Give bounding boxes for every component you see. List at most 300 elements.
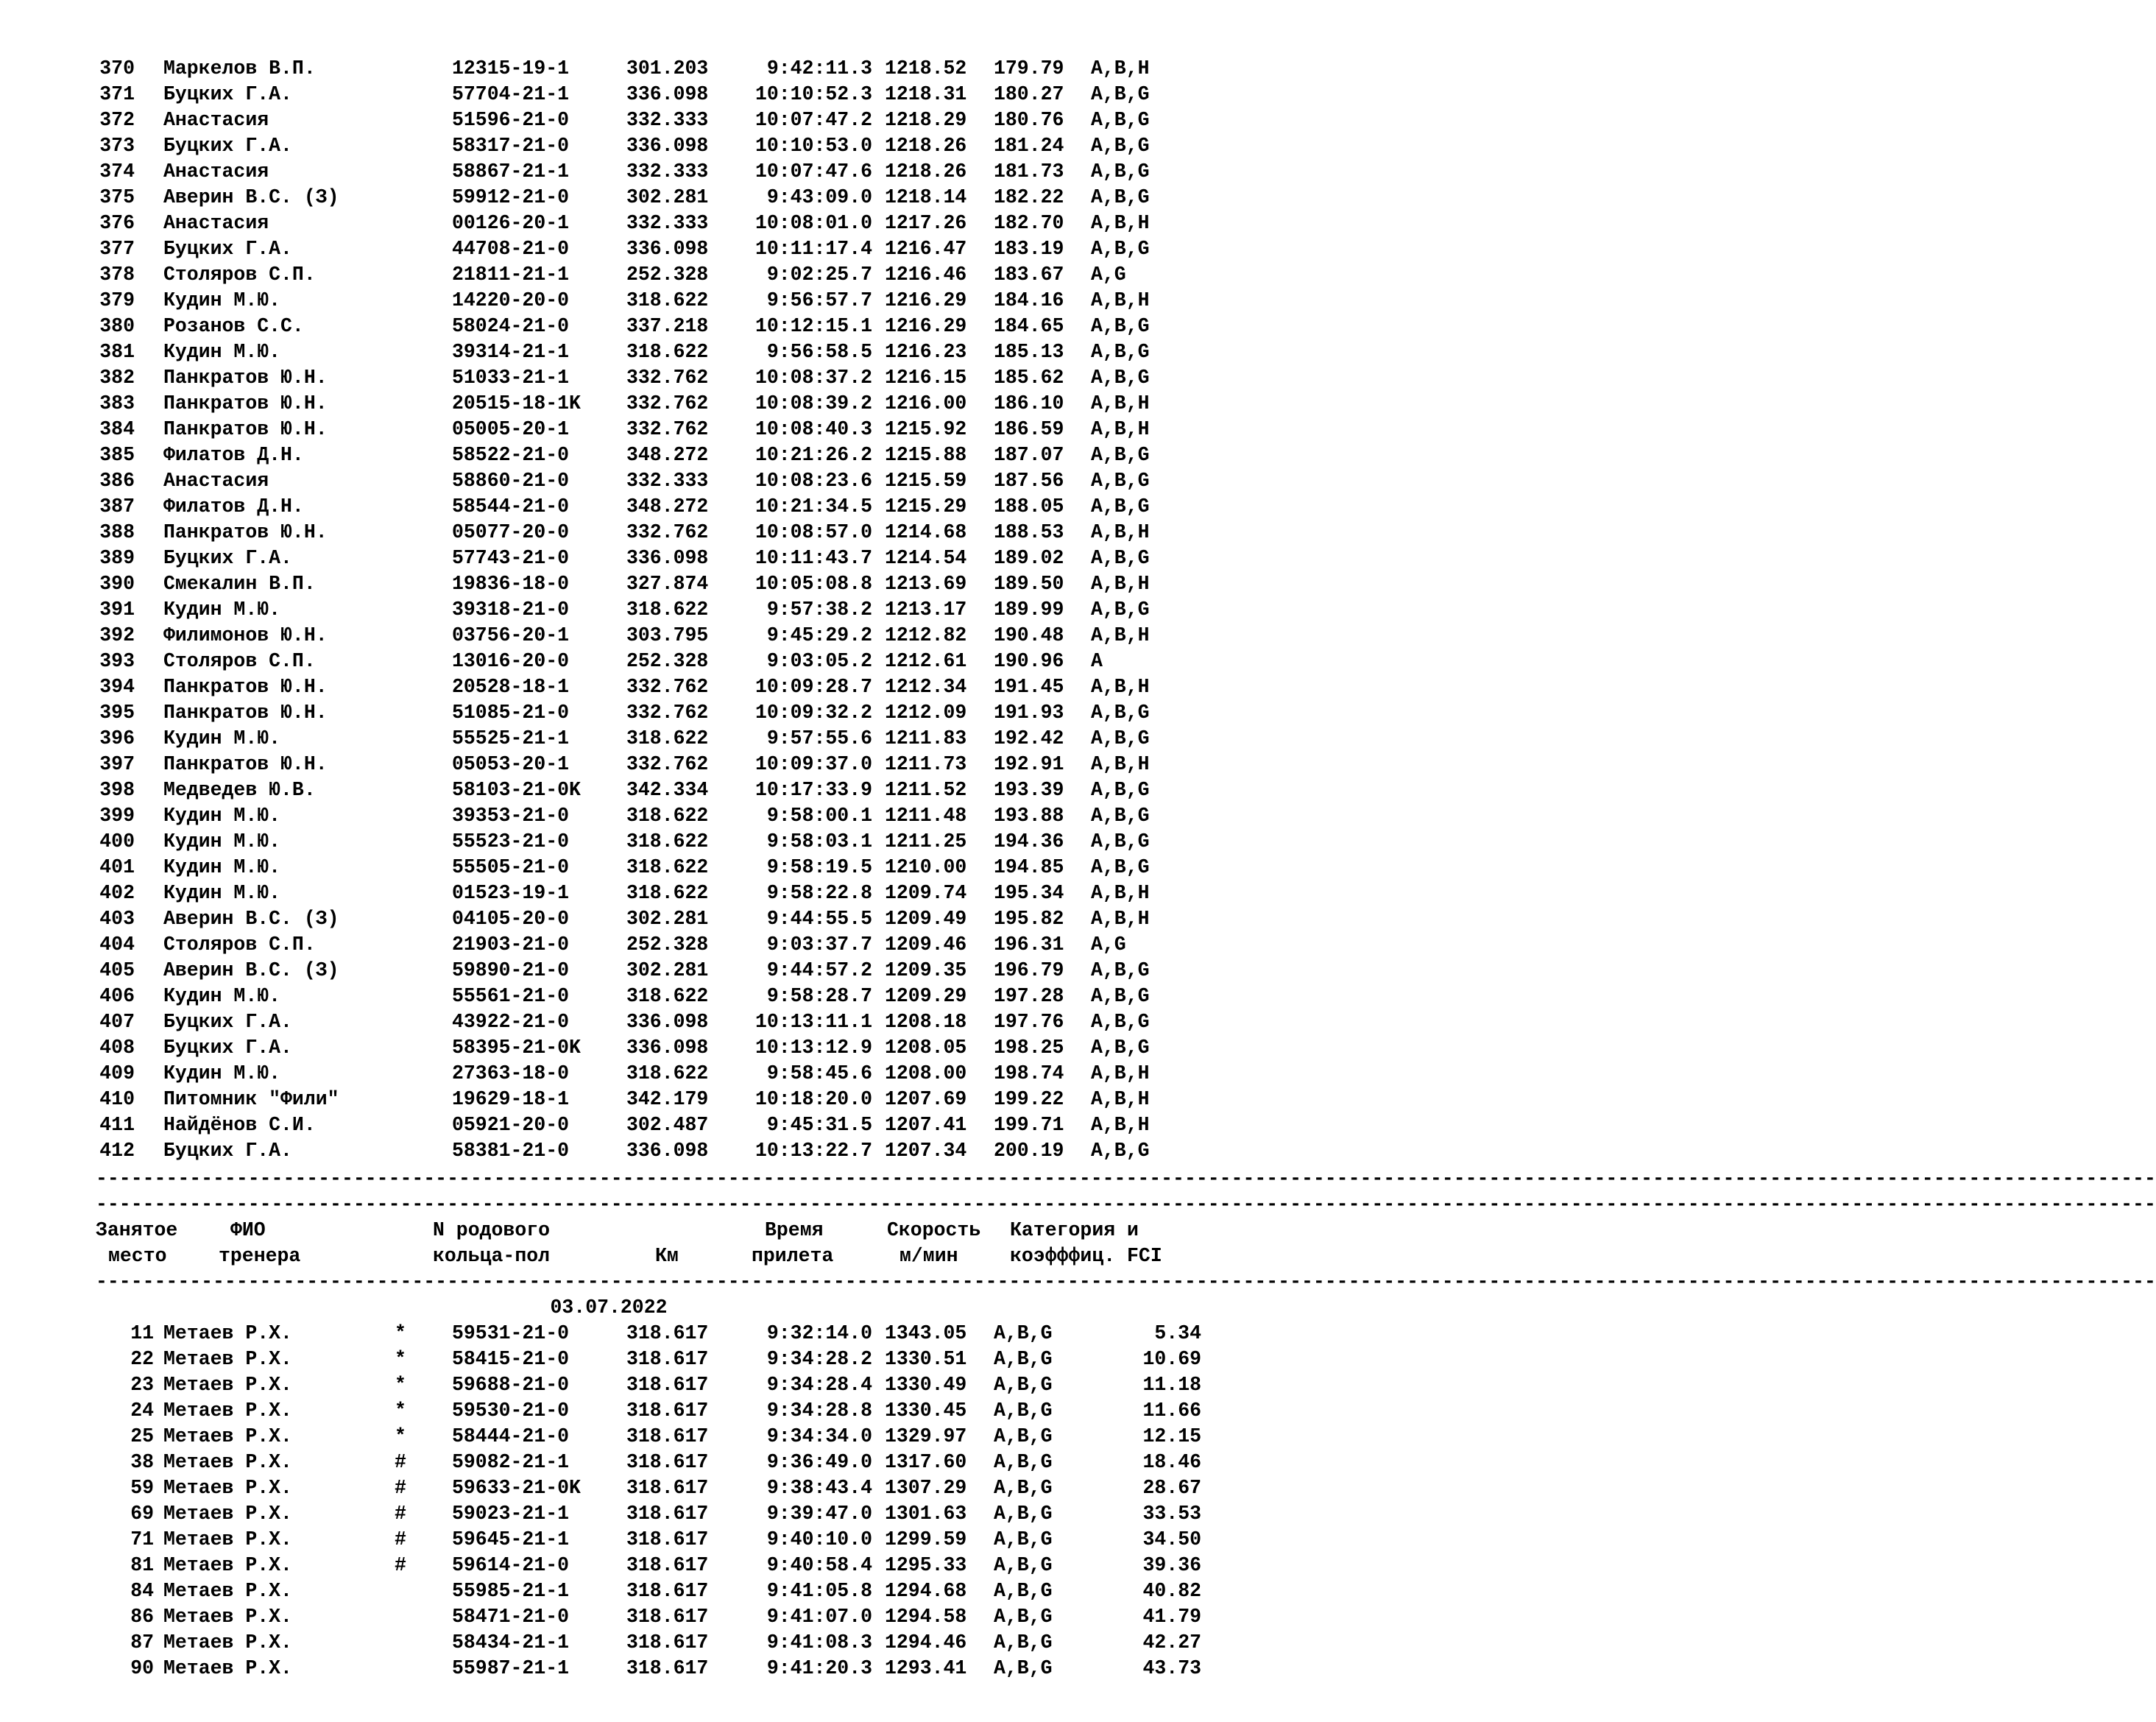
ring-cell: 58444-21-0 [452,1425,570,1447]
table-row [0,442,1217,468]
speed-cell: 1208.00 [885,1062,967,1084]
place-cell: 384 [99,418,135,440]
fancier-cell: Аверин В.С. (З) [163,959,339,981]
speed-cell: 1210.00 [885,856,967,878]
table-row [0,468,1217,494]
table-row [0,1061,1217,1087]
arrival-time-cell: 10:08:39.2 [754,392,872,414]
coefficient-cell: 197.76 [994,1011,1064,1033]
distance-cell: 318.622 [626,1062,709,1084]
arrival-time-cell: 10:10:52.3 [754,83,872,105]
coefficient-cell: 10.69 [1142,1348,1201,1370]
place-cell: 377 [99,238,135,260]
coefficient-cell: 181.73 [994,160,1064,183]
arrival-time-cell: 10:21:26.2 [754,444,872,466]
place-cell: 407 [99,1011,135,1033]
arrival-time-cell: 9:58:19.5 [766,856,872,878]
table-row [0,546,1217,571]
distance-cell: 318.617 [626,1580,709,1602]
place-cell: 389 [99,547,135,569]
fancier-cell: Буцких Г.А. [163,135,292,157]
arrival-time-cell: 10:09:28.7 [754,676,872,698]
table-row [0,494,1217,520]
ring-cell: 13016-20-0 [452,650,570,672]
ring-cell: 59531-21-0 [452,1322,570,1344]
ring-cell: 55523-21-0 [452,830,570,853]
coefficient-cell: 196.31 [994,934,1064,956]
fancier-cell: Кудин М.Ю. [163,856,281,878]
fancier-cell: Метаев Р.Х. [163,1425,292,1447]
distance-cell: 318.617 [626,1606,709,1628]
speed-cell: 1216.47 [885,238,967,260]
fancier-cell: Метаев Р.Х. [163,1631,292,1654]
arrival-time-cell: 9:41:07.0 [766,1606,872,1628]
place-cell: 382 [99,367,135,389]
place-cell: 87 [130,1631,154,1654]
coefficient-cell: 185.13 [994,341,1064,363]
place-cell: 396 [99,727,135,749]
category-cell: A,B,G [1091,1140,1150,1162]
ring-cell: 55561-21-0 [452,985,570,1007]
place-cell: 398 [99,779,135,801]
fancier-cell: Медведев Ю.В. [163,779,316,801]
fancier-cell: Метаев Р.Х. [163,1400,292,1422]
ring-cell: 58434-21-1 [452,1631,570,1654]
speed-cell: 1217.26 [885,212,967,234]
distance-cell: 302.281 [626,908,709,930]
ring-cell: 59082-21-1 [452,1451,570,1473]
coefficient-cell: 187.56 [994,470,1064,492]
category-cell: A,B,G [994,1451,1053,1473]
header-place: место [108,1245,167,1267]
fancier-cell: Столяров С.П. [163,264,316,286]
place-cell: 59 [130,1477,154,1499]
coefficient-cell: 39.36 [1142,1554,1201,1576]
ring-cell: 05921-20-0 [452,1114,570,1136]
distance-cell: 336.098 [626,1140,709,1162]
distance-cell: 336.098 [626,135,709,157]
coefficient-cell: 192.91 [994,753,1064,775]
fancier-cell: Столяров С.П. [163,934,316,956]
table-row [0,1424,1217,1450]
table-row [0,674,1217,700]
place-cell: 406 [99,985,135,1007]
speed-cell: 1216.29 [885,289,967,311]
coefficient-cell: 189.50 [994,573,1064,595]
table-row [0,211,1217,236]
coefficient-cell: 199.71 [994,1114,1064,1136]
coefficient-cell: 191.93 [994,702,1064,724]
ring-cell: 58381-21-0 [452,1140,570,1162]
coefficient-cell: 187.07 [994,444,1064,466]
coefficient-cell: 179.79 [994,57,1064,80]
place-cell: 403 [99,908,135,930]
place-cell: 405 [99,959,135,981]
fancier-cell: Буцких Г.А. [163,1037,292,1059]
fancier-cell: Кудин М.Ю. [163,289,281,311]
speed-cell: 1218.52 [885,57,967,80]
table-row [0,1527,1217,1553]
ring-cell: 51596-21-0 [452,109,570,131]
distance-cell: 318.617 [626,1657,709,1679]
ring-cell: 05053-20-1 [452,753,570,775]
fancier-cell: Метаев Р.Х. [163,1374,292,1396]
place-cell: 390 [99,573,135,595]
category-cell: A,B,H [1091,882,1150,904]
table-row [0,365,1217,391]
coefficient-cell: 195.82 [994,908,1064,930]
header-ring: N родового [433,1219,551,1241]
arrival-time-cell: 9:32:14.0 [766,1322,872,1344]
table-row [0,339,1217,365]
category-cell: A,B,H [1091,57,1150,80]
category-cell: A,B,G [1091,470,1150,492]
coefficient-cell: 182.22 [994,186,1064,208]
category-cell: A,B,G [994,1322,1053,1344]
table-row [0,855,1217,881]
arrival-time-cell: 9:38:43.4 [766,1477,872,1499]
ring-cell: 01523-19-1 [452,882,570,904]
place-cell: 38 [130,1451,154,1473]
category-cell: A,B,G [994,1580,1053,1602]
distance-cell: 318.617 [626,1400,709,1422]
table-row [0,1656,1217,1682]
place-cell: 374 [99,160,135,183]
fancier-cell: Маркелов В.П. [163,57,316,80]
arrival-time-cell: 9:34:28.2 [766,1348,872,1370]
fancier-cell: Филатов Д.Н. [163,444,304,466]
fancier-cell: Анастасия [163,109,269,131]
place-cell: 393 [99,650,135,672]
distance-cell: 318.622 [626,805,709,827]
place-cell: 381 [99,341,135,363]
arrival-time-cell: 10:11:43.7 [754,547,872,569]
table-row [0,1009,1217,1035]
distance-cell: 318.622 [626,341,709,363]
category-cell: A,B,H [1091,392,1150,414]
table-row [0,82,1217,107]
separator-line: -------------------------------------------------------------------------------------------------------------------------------------------------------------------------------- [96,1168,2156,1190]
fancier-cell: Аверин В.С. (З) [163,186,339,208]
table-row [0,752,1217,777]
table-row [0,391,1217,417]
mark-cell: * [395,1425,406,1447]
ring-cell: 21811-21-1 [452,264,570,286]
arrival-time-cell: 9:56:57.7 [766,289,872,311]
coefficient-cell: 198.25 [994,1037,1064,1059]
arrival-time-cell: 10:10:53.0 [754,135,872,157]
arrival-time-cell: 9:58:22.8 [766,882,872,904]
fancier-cell: Панкратов Ю.Н. [163,367,328,389]
speed-cell: 1330.51 [885,1348,967,1370]
category-cell: A,B,G [1091,135,1150,157]
table-row [0,571,1217,597]
arrival-time-cell: 9:44:57.2 [766,959,872,981]
mark-cell: * [395,1322,406,1344]
header-name: ФИО [230,1219,266,1241]
coefficient-cell: 190.48 [994,624,1064,646]
fancier-cell: Панкратов Ю.Н. [163,676,328,698]
arrival-time-cell: 10:11:17.4 [754,238,872,260]
place-cell: 86 [130,1606,154,1628]
speed-cell: 1215.29 [885,495,967,518]
table-row [0,1112,1217,1138]
table-row [0,1035,1217,1061]
place-cell: 372 [99,109,135,131]
speed-cell: 1301.63 [885,1503,967,1525]
table-row [0,236,1217,262]
coefficient-cell: 195.34 [994,882,1064,904]
ring-cell: 58522-21-0 [452,444,570,466]
fancier-cell: Найдёнов С.И. [163,1114,316,1136]
place-cell: 391 [99,599,135,621]
place-cell: 411 [99,1114,135,1136]
place-cell: 383 [99,392,135,414]
place-cell: 404 [99,934,135,956]
place-cell: 392 [99,624,135,646]
distance-cell: 336.098 [626,547,709,569]
coefficient-cell: 41.79 [1142,1606,1201,1628]
distance-cell: 332.333 [626,470,709,492]
ring-cell: 58103-21-0K [452,779,581,801]
category-cell: A,B,G [1091,238,1150,260]
speed-cell: 1214.68 [885,521,967,543]
arrival-time-cell: 9:56:58.5 [766,341,872,363]
fancier-cell: Кудин М.Ю. [163,727,281,749]
ring-cell: 57704-21-1 [452,83,570,105]
coefficient-cell: 188.53 [994,521,1064,543]
fancier-cell: Анастасия [163,470,269,492]
coefficient-cell: 33.53 [1142,1503,1201,1525]
distance-cell: 318.622 [626,830,709,853]
arrival-time-cell: 9:42:11.3 [766,57,872,80]
ring-cell: 55987-21-1 [452,1657,570,1679]
fancier-cell: Анастасия [163,212,269,234]
speed-cell: 1209.35 [885,959,967,981]
place-cell: 399 [99,805,135,827]
table-row [0,1553,1217,1578]
place-cell: 22 [130,1348,154,1370]
category-cell: A,B,G [994,1400,1053,1422]
arrival-time-cell: 10:08:23.6 [754,470,872,492]
table-row [0,262,1217,288]
category-cell: A,B,G [1091,702,1150,724]
fancier-cell: Кудин М.Ю. [163,882,281,904]
coefficient-cell: 184.16 [994,289,1064,311]
ring-cell: 20515-18-1K [452,392,581,414]
fancier-cell: Буцких Г.А. [163,83,292,105]
speed-cell: 1209.49 [885,908,967,930]
mark-cell: # [395,1477,406,1499]
distance-cell: 302.281 [626,959,709,981]
distance-cell: 332.762 [626,702,709,724]
fancier-cell: Кудин М.Ю. [163,805,281,827]
coefficient-cell: 191.45 [994,676,1064,698]
place-cell: 379 [99,289,135,311]
arrival-time-cell: 9:45:29.2 [766,624,872,646]
category-cell: A,B,G [1091,805,1150,827]
fancier-cell: Филатов Д.Н. [163,495,304,518]
coefficient-cell: 194.85 [994,856,1064,878]
ring-cell: 43922-21-0 [452,1011,570,1033]
ring-cell: 59912-21-0 [452,186,570,208]
arrival-time-cell: 9:02:25.7 [766,264,872,286]
fancier-cell: Кудин М.Ю. [163,341,281,363]
distance-cell: 327.874 [626,573,709,595]
distance-cell: 318.617 [626,1451,709,1473]
table-row [0,288,1217,314]
category-cell: A,B,H [1091,212,1150,234]
category-cell: A,B,G [1091,83,1150,105]
header-category: Категория и [1010,1219,1139,1241]
ring-cell: 59890-21-0 [452,959,570,981]
distance-cell: 318.617 [626,1425,709,1447]
distance-cell: 318.622 [626,856,709,878]
fancier-cell: Розанов С.С. [163,315,304,337]
arrival-time-cell: 9:58:28.7 [766,985,872,1007]
arrival-time-cell: 9:03:37.7 [766,934,872,956]
category-cell: A,B,G [994,1348,1053,1370]
place-cell: 90 [130,1657,154,1679]
speed-cell: 1211.83 [885,727,967,749]
place-cell: 394 [99,676,135,698]
ring-cell: 12315-19-1 [452,57,570,80]
race-date: 03.07.2022 [550,1296,668,1319]
ring-cell: 55985-21-1 [452,1580,570,1602]
speed-cell: 1216.29 [885,315,967,337]
arrival-time-cell: 10:17:33.9 [754,779,872,801]
distance-cell: 302.487 [626,1114,709,1136]
speed-cell: 1294.58 [885,1606,967,1628]
speed-cell: 1293.41 [885,1657,967,1679]
speed-cell: 1209.74 [885,882,967,904]
table-row [0,726,1217,752]
header-name: тренера [219,1245,301,1267]
table-row [0,185,1217,211]
category-cell: A,B,G [1091,367,1150,389]
fancier-cell: Панкратов Ю.Н. [163,521,328,543]
ring-cell: 58544-21-0 [452,495,570,518]
category-cell: A,B,G [994,1528,1053,1550]
place-cell: 412 [99,1140,135,1162]
ring-cell: 59688-21-0 [452,1374,570,1396]
distance-cell: 302.281 [626,186,709,208]
mark-cell: # [395,1528,406,1550]
fancier-cell: Кудин М.Ю. [163,830,281,853]
coefficient-cell: 186.59 [994,418,1064,440]
coefficient-cell: 5.34 [1154,1322,1201,1344]
place-cell: 69 [130,1503,154,1525]
fancier-cell: Метаев Р.Х. [163,1528,292,1550]
distance-cell: 332.333 [626,212,709,234]
place-cell: 11 [130,1322,154,1344]
coefficient-cell: 198.74 [994,1062,1064,1084]
speed-cell: 1215.59 [885,470,967,492]
place-cell: 401 [99,856,135,878]
place-cell: 23 [130,1374,154,1396]
speed-cell: 1212.82 [885,624,967,646]
category-cell: A,B,G [994,1631,1053,1654]
place-cell: 81 [130,1554,154,1576]
speed-cell: 1209.46 [885,934,967,956]
place-cell: 388 [99,521,135,543]
category-cell: A,B,H [1091,1114,1150,1136]
distance-cell: 337.218 [626,315,709,337]
table-row [0,1372,1217,1398]
arrival-time-cell: 10:13:12.9 [754,1037,872,1059]
speed-cell: 1211.48 [885,805,967,827]
distance-cell: 332.762 [626,418,709,440]
category-cell: A,B,G [1091,856,1150,878]
fancier-cell: Метаев Р.Х. [163,1322,292,1344]
place-cell: 378 [99,264,135,286]
table-row [0,314,1217,339]
separator-line: -------------------------------------------------------------------------------------------------------------------------------------------------------------------------------- [96,1193,2156,1215]
coefficient-cell: 193.88 [994,805,1064,827]
category-cell: A,B,G [994,1425,1053,1447]
ring-cell: 58024-21-0 [452,315,570,337]
distance-cell: 303.795 [626,624,709,646]
category-cell: A,B,G [1091,186,1150,208]
category-cell: A,B,H [1091,573,1150,595]
header-place: Занятое [96,1219,178,1241]
category-cell: A,B,G [994,1657,1053,1679]
category-cell: A,B,G [1091,727,1150,749]
coefficient-cell: 181.24 [994,135,1064,157]
category-cell: A,B,G [1091,959,1150,981]
ring-cell: 39314-21-1 [452,341,570,363]
distance-cell: 332.762 [626,367,709,389]
arrival-time-cell: 9:40:58.4 [766,1554,872,1576]
place-cell: 380 [99,315,135,337]
arrival-time-cell: 9:34:34.0 [766,1425,872,1447]
place-cell: 25 [130,1425,154,1447]
speed-cell: 1330.45 [885,1400,967,1422]
category-cell: A,B,H [1091,418,1150,440]
speed-cell: 1207.69 [885,1088,967,1110]
place-cell: 395 [99,702,135,724]
distance-cell: 318.622 [626,985,709,1007]
ring-cell: 19629-18-1 [452,1088,570,1110]
arrival-time-cell: 9:45:31.5 [766,1114,872,1136]
ring-cell: 58860-21-0 [452,470,570,492]
speed-cell: 1307.29 [885,1477,967,1499]
arrival-time-cell: 10:07:47.2 [754,109,872,131]
arrival-time-cell: 9:34:28.8 [766,1400,872,1422]
category-cell: A,G [1091,934,1126,956]
ring-cell: 27363-18-0 [452,1062,570,1084]
fancier-cell: Буцких Г.А. [163,1011,292,1033]
speed-cell: 1211.73 [885,753,967,775]
table-row [0,133,1217,159]
arrival-time-cell: 10:08:57.0 [754,521,872,543]
category-cell: A,B,H [1091,1088,1150,1110]
ring-cell: 58317-21-0 [452,135,570,157]
category-cell: A,B,G [994,1503,1053,1525]
place-cell: 71 [130,1528,154,1550]
ring-cell: 00126-20-1 [452,212,570,234]
mark-cell: # [395,1451,406,1473]
header-speed: Скорость [887,1219,981,1241]
arrival-time-cell: 9:36:49.0 [766,1451,872,1473]
coefficient-cell: 43.73 [1142,1657,1201,1679]
ring-cell: 58415-21-0 [452,1348,570,1370]
fancier-cell: Кудин М.Ю. [163,1062,281,1084]
separator-line: -------------------------------------------------------------------------------------------------------------------------------------------------------------------------------- [96,1271,2156,1293]
coefficient-cell: 42.27 [1142,1631,1201,1654]
fancier-cell: Метаев Р.Х. [163,1606,292,1628]
arrival-time-cell: 10:12:15.1 [754,315,872,337]
